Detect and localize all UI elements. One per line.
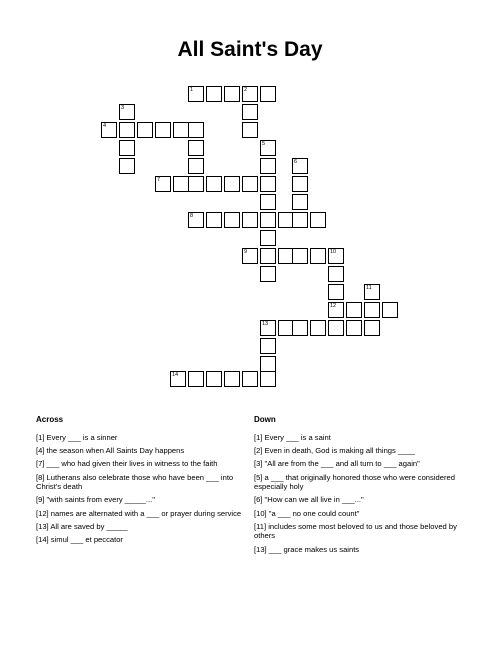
- grid-cell[interactable]: [292, 320, 308, 336]
- clue-number: 14: [172, 372, 179, 378]
- grid-cell[interactable]: [260, 320, 276, 336]
- grid-cell[interactable]: [188, 122, 204, 138]
- across-heading: Across: [36, 415, 64, 424]
- clue-number: 12: [330, 303, 337, 309]
- grid-cell[interactable]: [173, 176, 189, 192]
- down-clue: [2] Even in death, God is making all things ____: [254, 446, 415, 456]
- grid-cell[interactable]: [119, 140, 135, 156]
- grid-cell[interactable]: [206, 86, 222, 102]
- grid-cell[interactable]: [242, 371, 258, 387]
- across-clue: [4] the season when All Saints Day happens: [36, 446, 185, 456]
- grid-cell[interactable]: [188, 212, 204, 228]
- grid-cell[interactable]: [242, 176, 258, 192]
- across-clue: [9] "with saints from every _____...": [36, 495, 155, 505]
- across-clue-list: [36, 433, 246, 548]
- clue-number: 13: [262, 321, 269, 327]
- across-clue: [7] ___ who had given their lives in witness to the faith: [36, 459, 218, 469]
- clue-number: 7: [157, 177, 161, 183]
- grid-cell[interactable]: [292, 194, 308, 210]
- clue-number: 6: [294, 159, 298, 165]
- grid-cell[interactable]: [310, 248, 326, 264]
- puzzle-title: All Saint's Day: [177, 38, 323, 61]
- grid-cell[interactable]: [188, 140, 204, 156]
- grid-cell[interactable]: [242, 122, 258, 138]
- grid-cell[interactable]: [328, 248, 344, 264]
- down-heading: Down: [254, 415, 276, 424]
- grid-cell[interactable]: [242, 86, 258, 102]
- grid-cell[interactable]: [242, 104, 258, 120]
- down-clue: [1] Every ___ is a saint: [254, 433, 331, 442]
- grid-cell[interactable]: [206, 371, 222, 387]
- grid-cell[interactable]: [292, 212, 308, 228]
- grid-cell[interactable]: [260, 230, 276, 246]
- down-clue: [6] "How can we all live in ___...": [254, 495, 364, 505]
- across-clue: [1] Every ___ is a sinner: [36, 433, 118, 442]
- grid-cell[interactable]: [292, 248, 308, 264]
- grid-cell[interactable]: [260, 371, 276, 387]
- grid-cell[interactable]: [260, 158, 276, 174]
- grid-cell[interactable]: [260, 140, 276, 156]
- grid-cell[interactable]: [260, 266, 276, 282]
- grid-cell[interactable]: [173, 122, 189, 138]
- grid-cell[interactable]: [260, 248, 276, 264]
- grid-cell[interactable]: [260, 176, 276, 192]
- grid-cell[interactable]: [188, 371, 204, 387]
- clue-number: 11: [366, 285, 372, 291]
- grid-cell[interactable]: [188, 158, 204, 174]
- across-clue: [12] names are alternated with a ___ or prayer during service: [36, 508, 242, 518]
- grid-cell[interactable]: [242, 212, 258, 228]
- grid-cell[interactable]: [206, 176, 222, 192]
- grid-cell[interactable]: [260, 212, 276, 228]
- grid-cell[interactable]: [224, 86, 240, 102]
- grid-cell[interactable]: [206, 212, 222, 228]
- grid-cell[interactable]: [382, 302, 398, 318]
- clue-number: 1: [190, 87, 194, 93]
- across-clue: [8] Lutherans also celebrate those who have been ___ into Christ's death: [36, 472, 234, 492]
- grid-cell[interactable]: [188, 176, 204, 192]
- down-clue: [5] a ___ that originally honored those who were considered especially holy: [254, 472, 455, 492]
- grid-cell[interactable]: [170, 371, 186, 387]
- grid-cell[interactable]: [292, 158, 308, 174]
- grid-cell[interactable]: [364, 284, 380, 300]
- grid-cell[interactable]: [119, 104, 135, 120]
- down-clue: [3] "All are from the ___ and all turn to ___ again": [254, 459, 420, 469]
- grid-cell[interactable]: [224, 371, 240, 387]
- grid-cell[interactable]: [260, 194, 276, 210]
- grid-cell[interactable]: [292, 176, 308, 192]
- grid-cell[interactable]: [224, 176, 240, 192]
- grid-cell[interactable]: [260, 338, 276, 354]
- across-clue: [13] All are saved by _____: [36, 521, 128, 531]
- grid-cell[interactable]: [328, 320, 344, 336]
- clue-number: 4: [103, 123, 107, 129]
- grid-cell[interactable]: [310, 320, 326, 336]
- down-clue: [11] includes some most beloved to us and those beloved by others: [254, 521, 457, 541]
- down-clue-list: [254, 433, 464, 558]
- grid-cell[interactable]: [119, 158, 135, 174]
- clue-number: 5: [262, 141, 266, 147]
- down-clue: [10] "a ___ no one could count": [254, 508, 360, 518]
- clue-number: 9: [244, 249, 248, 255]
- grid-cell[interactable]: [155, 122, 171, 138]
- grid-cell[interactable]: [188, 86, 204, 102]
- clue-number: 2: [244, 87, 248, 93]
- grid-cell[interactable]: [364, 302, 380, 318]
- grid-cell[interactable]: [328, 266, 344, 282]
- grid-cell[interactable]: [346, 302, 362, 318]
- clue-number: 10: [330, 249, 337, 255]
- grid-cell[interactable]: [224, 212, 240, 228]
- grid-cell[interactable]: [119, 122, 135, 138]
- grid-cell[interactable]: [328, 284, 344, 300]
- grid-cell[interactable]: [364, 320, 380, 336]
- across-clue: [14] simul ___ et peccator: [36, 534, 123, 544]
- grid-cell[interactable]: [137, 122, 153, 138]
- grid-cell[interactable]: [260, 86, 276, 102]
- down-clue: [13] ___ grace makes us saints: [254, 544, 360, 554]
- grid-cell[interactable]: [310, 212, 326, 228]
- clue-number: 3: [121, 105, 125, 111]
- grid-cell[interactable]: [328, 302, 344, 318]
- grid-cell[interactable]: [346, 320, 362, 336]
- grid-cell[interactable]: [242, 248, 258, 264]
- grid-cell[interactable]: [260, 356, 276, 372]
- grid-cell[interactable]: [101, 122, 117, 138]
- clue-number: 8: [190, 213, 194, 219]
- grid-cell[interactable]: [155, 176, 171, 192]
